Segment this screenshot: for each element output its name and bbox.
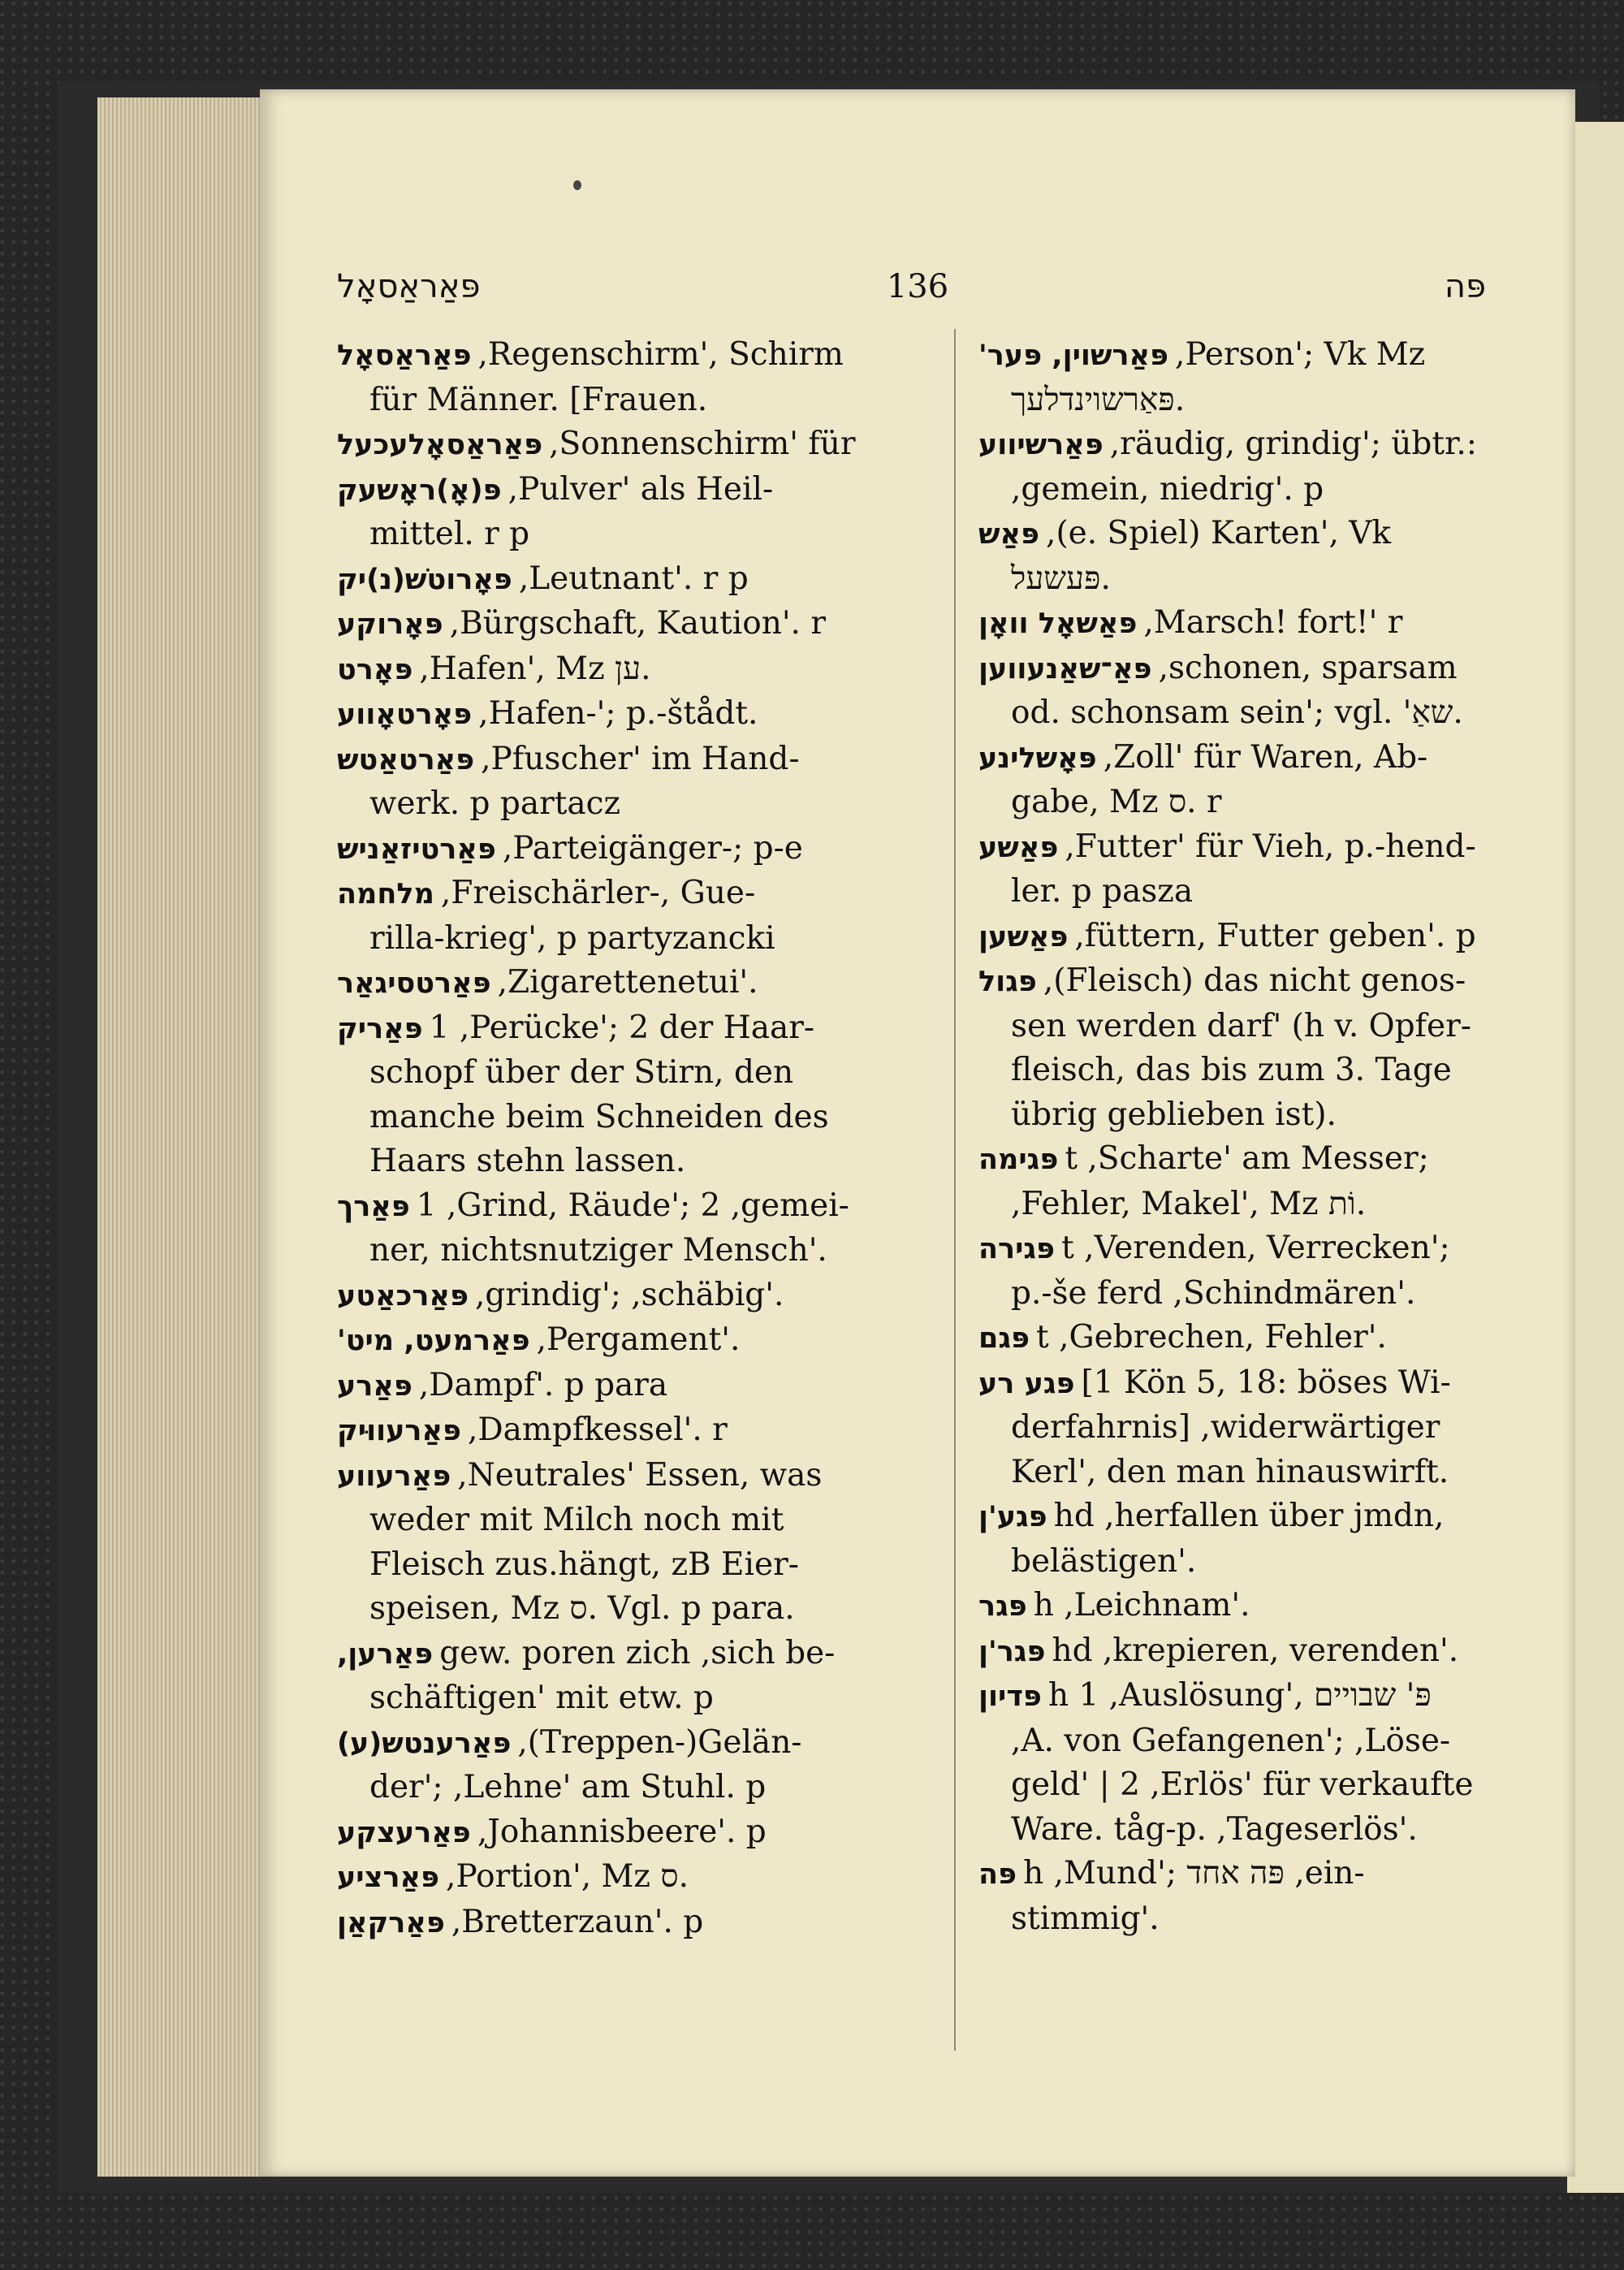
entry-gloss: ,Pfuscher' im Hand-: [481, 740, 800, 777]
header-left-word: פּאַראַסאָל: [337, 268, 481, 305]
entry-gloss: ,Bretterzaun'. p: [451, 1903, 704, 1940]
entry-gloss-continuation: od. schonsam sein'; vgl. 'שאַ.: [1011, 694, 1463, 731]
entry-gloss-continuation: derfahrnis] ,widerwärtiger: [1011, 1409, 1440, 1446]
entry-headword: פּאַרקאַן: [337, 1906, 445, 1939]
dictionary-entry: [978, 736, 1522, 825]
entry-headword: פּגע רע: [978, 1367, 1075, 1400]
dictionary-entry: [337, 557, 881, 603]
dictionary-entry: [337, 1810, 881, 1856]
entry-gloss: ,Neutrales' Essen, was: [457, 1456, 823, 1494]
entry-gloss-continuation: mittel. r p: [369, 516, 530, 552]
entry-gloss-continuation: werk. p partacz: [369, 785, 621, 822]
entry-gloss-continuation: ,Fehler, Makel', Mz וֹת.: [1011, 1185, 1367, 1222]
entry-gloss-continuation: sen werden darf' (h v. Opfer-: [1011, 1007, 1471, 1044]
entry-gloss-continuation: ,A. von Gefangenen'; ,Löse-: [1011, 1722, 1451, 1759]
dictionary-entry: [337, 1408, 881, 1454]
entry-gloss-continuation: ner, nichtsnutziger Mensch'.: [369, 1232, 827, 1269]
entry-gloss: ,Parteigänger-; p-e: [502, 829, 803, 867]
dictionary-entry: [978, 959, 1522, 1137]
entry-gloss: ,füttern, Futter geben'. p: [1074, 917, 1476, 954]
entry-gloss-continuation: rilla-krieg', p partyzancki: [369, 919, 775, 957]
entry-gloss: ,(e. Spiel) Karten', Vk: [1046, 515, 1392, 551]
dictionary-entry: [978, 914, 1522, 960]
dictionary-entry: [978, 1494, 1522, 1584]
entry-gloss: t ,Verenden, Verrecken';: [1061, 1230, 1450, 1266]
entry-headword: פּאַראַסאָלעכעל: [337, 429, 543, 461]
entry-gloss-continuation: speisen, Mz ס. Vgl. p para.: [369, 1590, 795, 1627]
entry-gloss-continuation: ler. p pasza: [1011, 873, 1194, 910]
entry-headword: פּאַרע: [337, 1369, 412, 1403]
entry-gloss: [1 Kön 5, 18: böses Wi-: [1081, 1364, 1451, 1401]
entry-gloss-continuation: פּאַרשוינדלעך.: [1011, 381, 1186, 418]
entry-gloss: t ,Gebrechen, Fehler'.: [1036, 1319, 1387, 1356]
entry-gloss-continuation: schäftigen' mit etw. p: [369, 1680, 714, 1716]
entry-headword: פּגע'ן: [978, 1501, 1047, 1533]
entry-headword: פּאַרציע: [337, 1861, 440, 1894]
dictionary-entry: [337, 827, 881, 872]
entry-gloss: ,(Fleisch) das nicht genos-: [1043, 962, 1466, 999]
entry-headword: פּאַרטסיגאַר: [337, 967, 491, 1000]
entry-gloss: ,Leutnant'. r p: [518, 560, 749, 597]
header-right-word: פּה: [1444, 268, 1486, 305]
entry-headword: פּאַרשוין, פּער': [978, 339, 1169, 372]
dictionary-entry: [337, 468, 881, 557]
dictionary-entry: [337, 647, 881, 693]
dictionary-entry: [978, 601, 1522, 646]
entry-headword: פּאַשאָל וואָן: [978, 607, 1138, 640]
entry-gloss: ,Person'; Vk Mz: [1175, 336, 1426, 373]
entry-gloss: ,Dampf'. p para: [418, 1366, 668, 1403]
entry-gloss: ,Portion', Mz ס.: [446, 1858, 689, 1895]
entry-gloss: hd ,herfallen über jmdn,: [1053, 1498, 1445, 1534]
entry-gloss: ,Hafen-'; p.-štådt.: [478, 695, 758, 732]
dictionary-entry: [337, 1273, 881, 1319]
entry-gloss: ,Pulver' als Heil-: [508, 470, 774, 508]
entry-gloss: ,Futter' für Vieh, p.-hend-: [1065, 828, 1476, 865]
entry-headword: פּאָרט: [337, 653, 413, 686]
dictionary-entry: [337, 961, 881, 1006]
dictionary-entry: [978, 825, 1522, 914]
dictionary-entry: [978, 1316, 1522, 1361]
entry-gloss: ,Sonnenschirm' für: [549, 426, 856, 462]
entry-headword: מלחמה: [337, 878, 434, 910]
entry-headword: פּאָשלינע: [978, 742, 1097, 775]
entry-headword: פּאָרטאָווע: [337, 698, 473, 731]
entry-gloss: ,Zoll' für Waren, Ab-: [1103, 738, 1428, 776]
entry-headword: פּאָרוקע: [337, 608, 443, 641]
entry-headword: פּגם: [978, 1322, 1030, 1355]
entry-headword: פּאַרען,: [337, 1637, 434, 1671]
entry-gloss: ,grindig'; ,schäbig'.: [474, 1276, 784, 1313]
entry-gloss-continuation: ,gemein, niedrig'. p: [1011, 470, 1324, 508]
page-stack-edges: [97, 97, 268, 2177]
entry-gloss-continuation: Kerl', den man hinauswirft.: [1011, 1453, 1449, 1490]
entry-gloss: ,Marsch! fort!' r: [1143, 604, 1403, 641]
dictionary-entry: [978, 422, 1522, 512]
entry-gloss-continuation: p.-še ferd ,Schindmären'.: [1011, 1274, 1416, 1312]
dictionary-entry: [978, 1137, 1522, 1226]
entry-headword: פּאַרמעט, מיט': [337, 1325, 530, 1357]
entry-headword: פּאַרטיזאַניש: [337, 832, 496, 866]
dictionary-entry: [978, 333, 1522, 422]
entry-headword: פּאַרעווע: [337, 1459, 451, 1493]
entry-headword: פּאָרוטשׁ(נ)יק: [337, 563, 512, 596]
entry-gloss-continuation: gabe, Mz ס. r: [1011, 784, 1222, 820]
entry-headword: פּה: [978, 1858, 1017, 1891]
dictionary-entry: [337, 1006, 881, 1184]
entry-gloss-continuation: für Männer. [Frauen.: [369, 381, 708, 418]
entry-gloss: ,Freischärler-, Gue-: [440, 875, 756, 911]
entry-gloss-continuation: der'; ,Lehne' am Stuhl. p: [369, 1769, 767, 1805]
entry-gloss-continuation: weder mit Milch noch mit: [369, 1502, 784, 1538]
entry-gloss: ,Johannisbeere'. p: [477, 1813, 767, 1850]
dictionary-entry: [337, 1721, 881, 1810]
dictionary-entry: [337, 1454, 881, 1632]
entry-gloss: 1 ,Grind, Räude'; 2 ,gemei-: [416, 1187, 849, 1224]
dictionary-entry: [337, 1855, 881, 1900]
dictionary-entry: [978, 646, 1522, 736]
facing-page-edge: [1567, 122, 1624, 2193]
dictionary-entry: [337, 692, 881, 737]
running-header: [260, 268, 1575, 317]
entry-gloss: ,Hafen', Mz ען.: [419, 650, 651, 687]
entry-gloss-continuation: manche beim Schneiden des: [369, 1098, 829, 1135]
entry-headword: פּאַרענטש(ע): [337, 1727, 512, 1760]
dictionary-entry: [337, 1318, 881, 1364]
dictionary-entry: [337, 422, 881, 468]
dictionary-entry: [337, 871, 881, 961]
dictionary-entry: [337, 1900, 881, 1946]
entry-gloss: ,Regenschirm', Schirm: [477, 336, 844, 373]
entry-headword: פּאַריק: [337, 1012, 423, 1045]
left-column: [337, 333, 881, 1945]
dictionary-entry: [978, 1226, 1522, 1316]
dictionary-entry: [337, 1184, 881, 1273]
entry-headword: פּדיון: [978, 1680, 1042, 1713]
entry-gloss: ,schonen, sparsam: [1158, 649, 1458, 686]
entry-gloss-continuation: Fleisch zus.hängt, zB Eier-: [369, 1546, 799, 1583]
entry-gloss: ,räudig, grindig'; übtr.:: [1109, 426, 1477, 462]
entry-gloss-continuation: belästigen'.: [1011, 1542, 1197, 1580]
book-page: [260, 89, 1575, 2177]
dictionary-entry: [978, 1629, 1522, 1675]
entry-headword: פּגול: [978, 966, 1037, 998]
entry-headword: פּאַשען: [978, 920, 1069, 953]
dictionary-entry: [978, 1852, 1522, 1941]
dictionary-entry: [337, 1364, 881, 1409]
dictionary-entry: [337, 737, 881, 827]
entry-headword: פּאַרך: [337, 1190, 410, 1223]
entry-headword: פּאַרטאַטש: [337, 743, 475, 776]
entry-gloss: ,Pergament'.: [536, 1321, 741, 1358]
entry-headword: פּגר'ן: [978, 1635, 1046, 1668]
entry-gloss-continuation: schopf über der Stirn, den: [369, 1054, 794, 1091]
entry-gloss: 1 ,Perücke'; 2 der Haar-: [429, 1009, 815, 1046]
dictionary-entry: [337, 602, 881, 647]
entry-headword: פּאַראַסאָל: [337, 339, 472, 372]
dictionary-entry: [337, 1632, 881, 1721]
entry-gloss: ,(Treppen-)Gelän-: [517, 1723, 802, 1761]
entry-gloss-continuation: stimmig'.: [1011, 1900, 1160, 1937]
entry-headword: פּאַש: [978, 518, 1040, 551]
entry-headword: פּאַרשיווע: [978, 429, 1104, 461]
entry-gloss-continuation: geld' | 2 ,Erlös' für verkaufte: [1011, 1766, 1474, 1803]
entry-gloss-continuation: übrig geblieben ist).: [1011, 1096, 1337, 1133]
entry-headword: פּגר: [978, 1590, 1027, 1623]
entry-headword: פּגירה: [978, 1233, 1056, 1265]
ink-speck: [573, 180, 581, 190]
entry-gloss-continuation: fleisch, das bis zum 3. Tage: [1011, 1052, 1452, 1088]
dictionary-entry: [978, 1674, 1522, 1852]
entry-gloss-continuation: פּעשעל.: [1011, 560, 1111, 597]
entry-gloss: ,Zigarettenetui'.: [497, 964, 758, 1001]
entry-headword: פּאַרכאַטע: [337, 1279, 469, 1312]
dictionary-entry: [978, 512, 1522, 601]
entry-gloss: hd ,krepieren, verenden'.: [1052, 1632, 1459, 1669]
entry-gloss-continuation: Ware. tåg-p. ,Tageserlös'.: [1011, 1810, 1418, 1848]
entry-gloss: gew. poren zich ,sich be-: [439, 1634, 836, 1671]
dictionary-entry: [978, 1584, 1522, 1629]
entry-gloss: ,Dampfkessel'. r: [468, 1412, 728, 1448]
right-column: [978, 333, 1522, 1941]
entry-headword: פּ(אָ)ראָשעק: [337, 473, 502, 507]
entry-gloss: h ,Leichnam'.: [1033, 1587, 1250, 1624]
entry-headword: פּאַרעווּיק: [337, 1415, 461, 1447]
entry-headword: פּגימה: [978, 1144, 1059, 1176]
column-rule: [954, 329, 956, 2051]
dictionary-entry: [978, 1361, 1522, 1495]
entry-gloss-continuation: Haars stehn lassen.: [369, 1143, 686, 1179]
entry-gloss: h ,Mund'; פּה אחד ,ein-: [1023, 1855, 1365, 1892]
entry-gloss: t ,Scharte' am Messer;: [1065, 1140, 1429, 1177]
entry-headword: פּאַרעצקע: [337, 1816, 471, 1849]
page-number: 136: [886, 268, 949, 305]
dictionary-entry: [337, 333, 881, 422]
entry-headword: פּאַ־שאַנעווען: [978, 652, 1152, 685]
entry-gloss: ,Bürgschaft, Kaution'. r: [449, 605, 826, 642]
entry-gloss: h 1 ,Auslösung', פּ' שבויים: [1047, 1677, 1432, 1714]
entry-headword: פּאַשע: [978, 831, 1059, 864]
